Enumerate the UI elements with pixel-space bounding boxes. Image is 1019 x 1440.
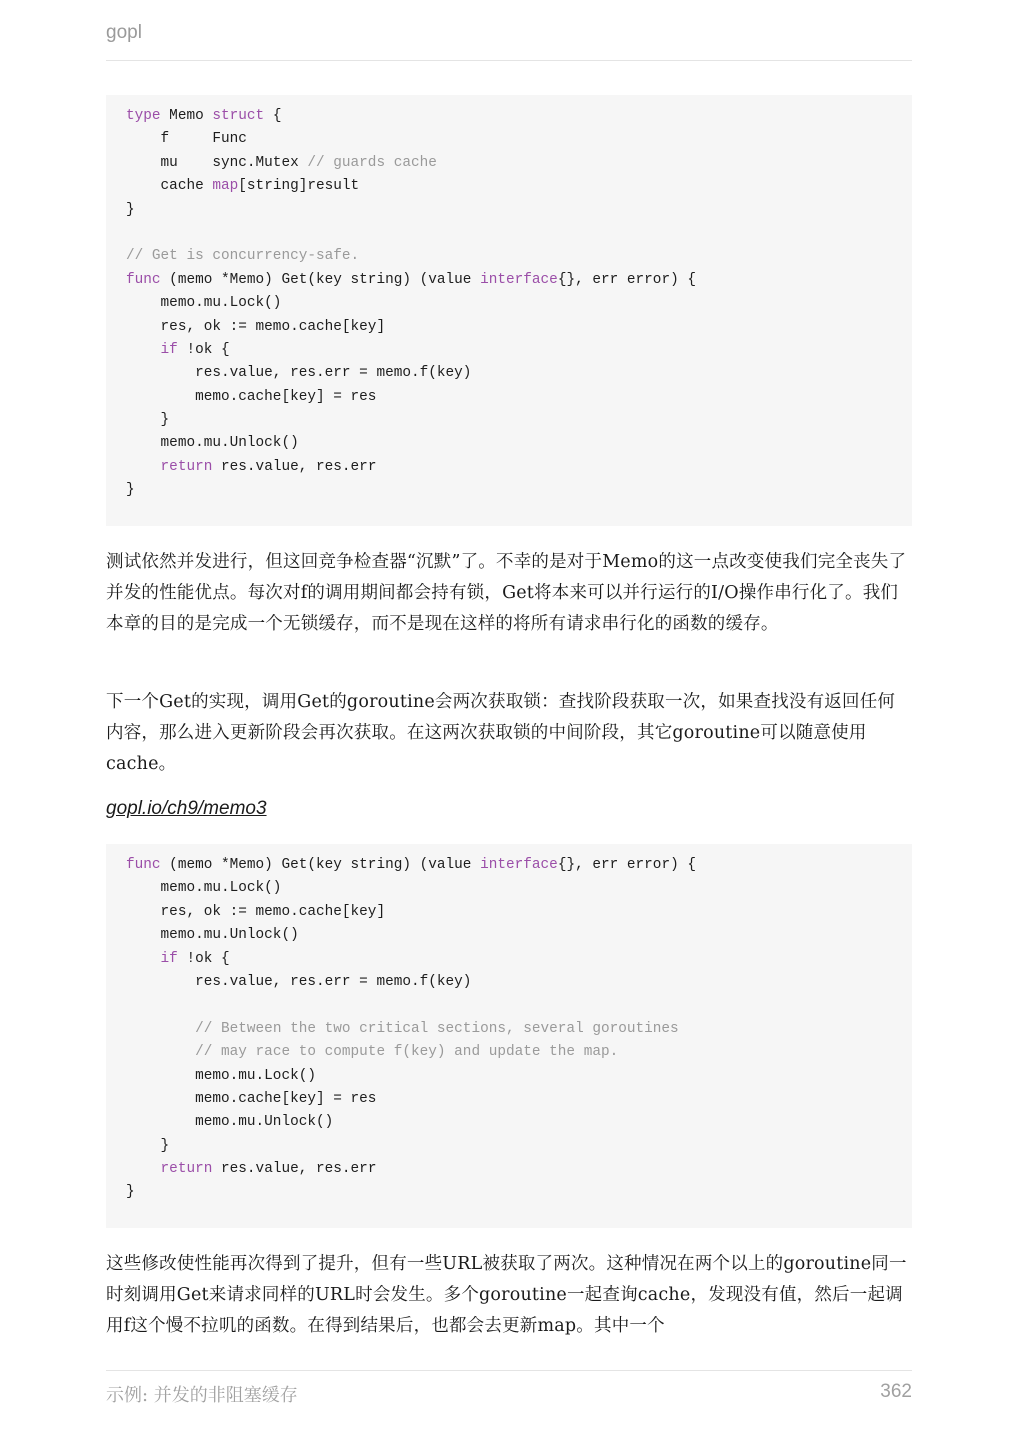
code-text: {}, err error) { [557, 857, 696, 873]
code-line [126, 1088, 892, 1111]
code-line [126, 479, 892, 502]
code-line [126, 456, 892, 479]
code-text: memo.cache[key] = res [126, 1090, 377, 1107]
code-text [126, 1161, 161, 1177]
source-link[interactable]: gopl.io/ch9/memo3 [106, 798, 267, 819]
code-comment: // may race to compute f(key) and update the map. [195, 1044, 619, 1061]
code-keyword: return [160, 1161, 213, 1178]
code-keyword: if [160, 341, 178, 358]
code-line [126, 994, 892, 1017]
page-header [106, 22, 912, 61]
code-text [126, 1021, 195, 1037]
code-text: res.value, res.err [212, 458, 377, 475]
code-line [126, 971, 892, 994]
code-text: memo.mu.Lock() [126, 880, 282, 897]
code-text: res.value, res.err = memo.f(key) [126, 365, 472, 382]
code-text: {}, err error) { [557, 271, 696, 288]
code-block-memo-struct [106, 95, 912, 526]
code-keyword: interface [480, 271, 558, 288]
code-comment: // Get is concurrency-safe. [126, 248, 360, 265]
code-text [126, 342, 161, 358]
code-block-memo3-get [106, 844, 912, 1228]
code-keyword: func [126, 271, 161, 288]
code-text: memo.mu.Lock() [126, 295, 282, 312]
page-footer [106, 1370, 912, 1417]
code-text: res.value, res.err = memo.f(key) [126, 973, 472, 990]
code-text: [string]result [238, 178, 360, 195]
code-text: mu sync.Mutex [126, 154, 308, 171]
code-text: res, ok := memo.cache[key] [126, 903, 386, 920]
code-line [126, 1181, 892, 1204]
code-text: res.value, res.err [212, 1161, 377, 1178]
code-text [126, 951, 161, 967]
paragraph-1: 测试依然并发进行，但这回竞争检查器“沉默”了。不幸的是对于Memo的这一点改变使我们完全丧失了并发的性能优点。每次对f的调用期间都会持有锁，Get将本来可以并行运行的I/O操作串行化了。我们本章的目的是完成一个无锁缓存，而不是现在这样的将所有请求串行化的函数的缓存。 [106, 552, 907, 634]
code-text: f Func [126, 131, 247, 148]
code-line [126, 409, 892, 432]
code-keyword: map [212, 178, 239, 195]
code-line [126, 877, 892, 900]
code-text: } [126, 412, 170, 429]
code-line [126, 1111, 892, 1134]
code-line [126, 432, 892, 455]
page-number: 362 [880, 1381, 912, 1402]
code-text: { [264, 108, 282, 124]
code-line [126, 924, 892, 947]
code-line [126, 269, 892, 292]
paragraph-2: 下一个Get的实现，调用Get的goroutine会两次获取锁：查找阶段获取一次，如果查找没有返回任何内容，那么进入更新阶段会再次获取。在这两次获取锁的中间阶段，其它goroutine可以随意使用cache。 [106, 692, 896, 774]
code-keyword: interface [480, 857, 558, 873]
code-keyword: return [160, 458, 213, 475]
code-comment: // Between the two critical sections, several goroutines [195, 1020, 679, 1037]
code-text: !ok { [177, 950, 230, 967]
code-text: (memo *Memo) Get(key string) (value [160, 271, 481, 288]
code-text: cache [126, 178, 213, 195]
code-line [126, 362, 892, 385]
code-keyword: if [160, 950, 178, 967]
code-line [126, 854, 892, 877]
code-line [126, 948, 892, 971]
code-text: memo.mu.Unlock() [126, 435, 299, 452]
code-keyword: func [126, 857, 161, 873]
code-line [126, 245, 892, 268]
code-line [126, 175, 892, 198]
code-line [126, 105, 892, 128]
code-text: } [126, 1184, 135, 1201]
code-text: memo.mu.Unlock() [126, 927, 299, 944]
code-line [126, 316, 892, 339]
code-text: !ok { [177, 341, 230, 358]
code-text: memo.mu.Unlock() [126, 1114, 334, 1131]
section-title: 示例: 并发的非阻塞缓存 [106, 1385, 298, 1406]
code-text: memo.mu.Lock() [126, 1067, 316, 1084]
code-line [126, 901, 892, 924]
code-line [126, 199, 892, 222]
code-keyword: type [126, 108, 161, 124]
code-line [126, 1135, 892, 1158]
code-comment: // guards cache [307, 154, 437, 171]
code-text [126, 1044, 195, 1060]
code-line [126, 339, 892, 362]
code-line [126, 152, 892, 175]
book-title: gopl [106, 22, 142, 43]
code-text: memo.cache[key] = res [126, 388, 377, 405]
code-text: (memo *Memo) Get(key string) (value [160, 857, 481, 873]
paragraph-3: 这些修改使性能再次得到了提升，但有一些URL被获取了两次。这种情况在两个以上的goroutine同一时刻调用Get来请求同样的URL时会发生。多个goroutine一起查询cache，发现没有值，然后一起调用f这个慢不拉叽的函数。在得到结果后，也都会去更新map。其中一个 [106, 1254, 907, 1336]
code-line [126, 1041, 892, 1064]
code-text [126, 459, 161, 475]
code-text: Memo [160, 108, 213, 124]
code-line [126, 386, 892, 409]
code-text: } [126, 201, 135, 218]
code-text: res, ok := memo.cache[key] [126, 318, 386, 335]
code-line [126, 1065, 892, 1088]
code-text: } [126, 1137, 170, 1154]
code-line [126, 128, 892, 151]
code-keyword: struct [212, 108, 265, 124]
code-line [126, 222, 892, 245]
code-line [126, 1158, 892, 1181]
code-line [126, 292, 892, 315]
code-text: } [126, 482, 135, 499]
code-line [126, 1018, 892, 1041]
